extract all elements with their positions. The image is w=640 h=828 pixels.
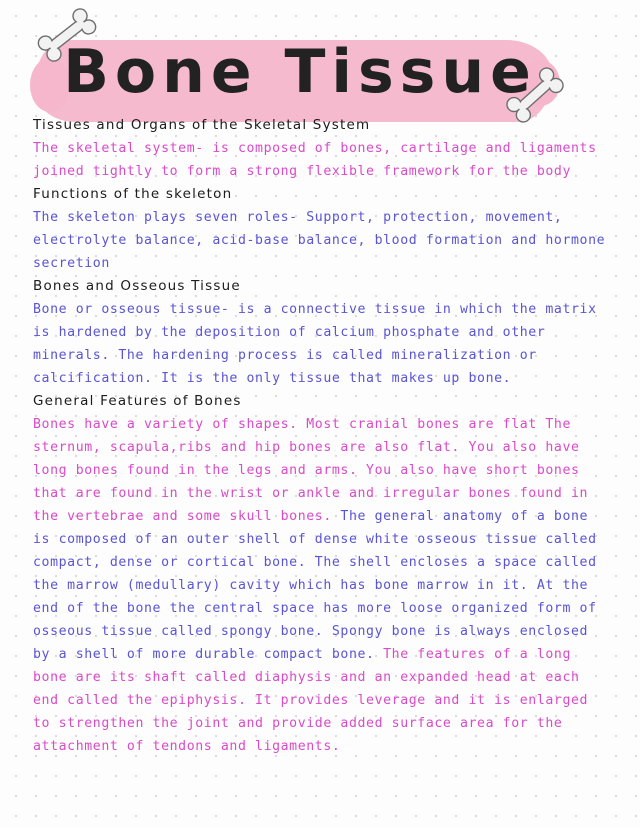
section-heading: Tissues and Organs of the Skeletal System <box>33 117 371 133</box>
section-body <box>33 413 613 758</box>
section-general-features <box>33 390 613 758</box>
section-functions <box>33 183 613 275</box>
section-body-part-3: The features of a long bone are its shaft called diaphysis and an expanded head at each end called the epiphysis. It provides leverage and it is enlarged to strengthen the joint and provide added surface area for the attachment of tendons and ligaments. <box>33 647 589 754</box>
section-heading: General Features of Bones <box>33 393 242 409</box>
section-osseous-tissue <box>33 275 613 390</box>
section-body: The skeleton plays seven roles- Support, protection, movement, electrolyte balance, acid-base balance, blood formation and hormone secretion <box>33 210 606 271</box>
title-header <box>0 0 640 120</box>
section-body-part-2: The general anatomy of a bone is composed of an outer shell of dense white osseous tissue called compact, dense or cortical bone. The shell encloses a space called the marrow (medullary) cavity which has bone marrow in it. At the end of the bone the central space has more loose organized form of osseous tissue called spongy bone. Spongy bone is always enclosed by a shell of more durable compact bone. <box>33 509 597 662</box>
section-heading: Functions of the skeleton <box>33 186 233 202</box>
section-body-part-1: Bones have a variety of shapes. Most cranial bones are flat The sternum, scapula,ribs and hip bones are also flat. You also have long bones found in the legs and arms. You also have short bones that are found in the wrist or ankle and irregular bones found in the vertebrae and some skull bones. <box>33 417 589 524</box>
notes-body <box>33 114 613 758</box>
section-heading: Bones and Osseous Tissue <box>33 278 241 294</box>
section-skeletal-system <box>33 114 613 183</box>
section-body: Bone or osseous tissue- is a connective tissue in which the matrix is hardened by the deposition of calcium phosphate and other minerals. The hardening process is called mineralization or calcification. It is the only tissue that makes up bone. <box>33 302 597 386</box>
page-title: Bone Tissue <box>63 37 537 107</box>
section-body: The skeletal system- is composed of bones, cartilage and ligaments joined tightly to form a strong flexible framework for the body <box>33 141 597 179</box>
